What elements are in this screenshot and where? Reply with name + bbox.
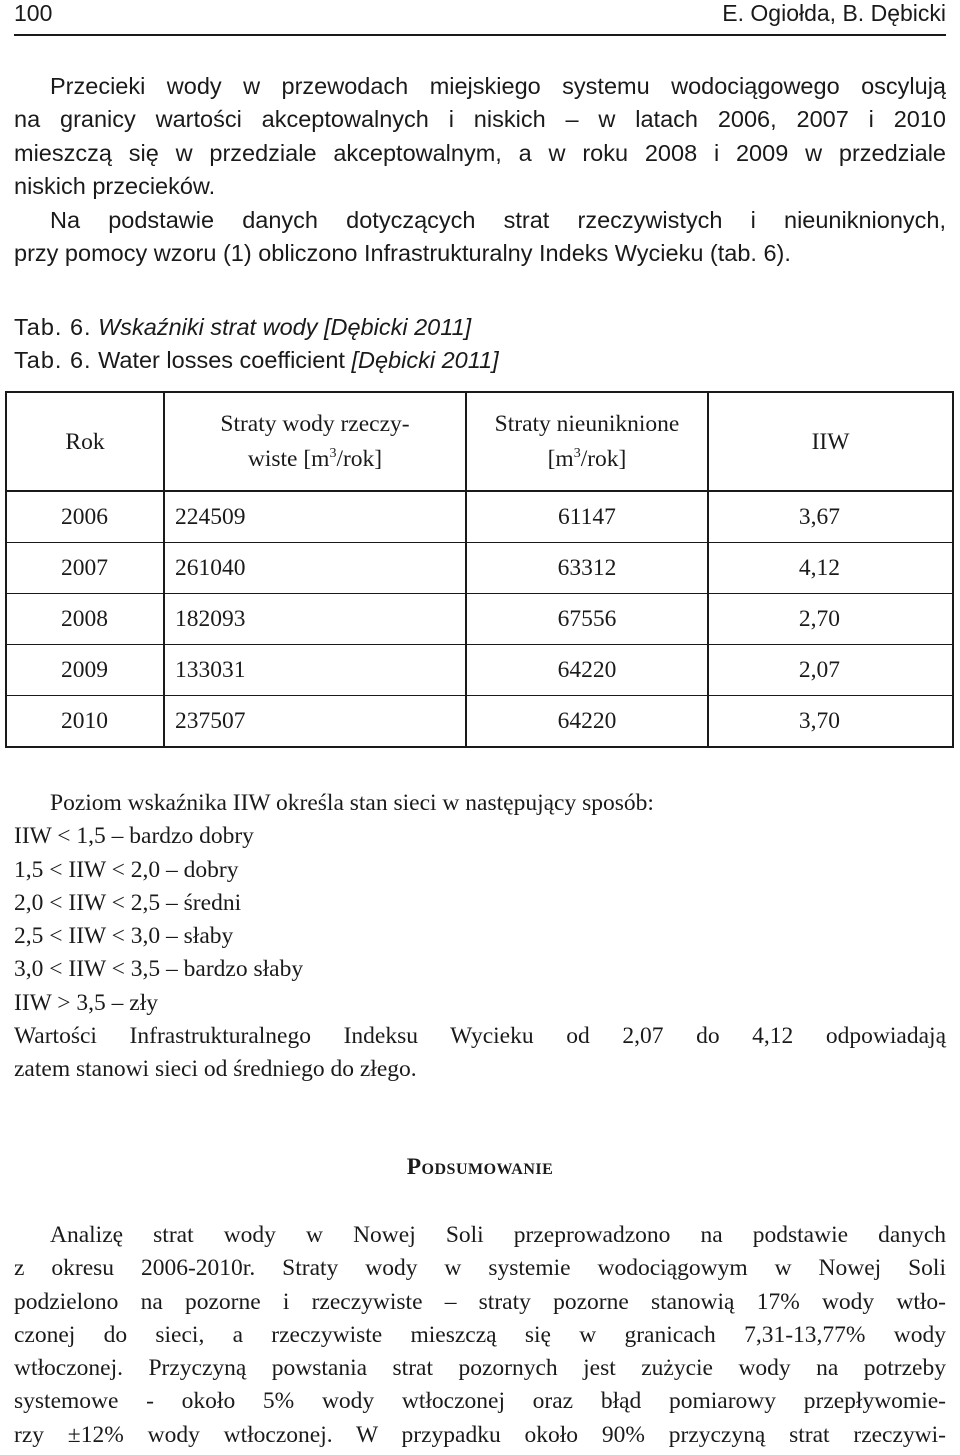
header-line: [m [547, 445, 574, 472]
cell-iiw: 3,67 [708, 491, 953, 543]
intro-paragraph [14, 70, 946, 203]
cell-real-losses: 237507 [164, 696, 466, 748]
table-caption-en [14, 344, 499, 377]
scale-level: 2,0 < IIW < 2,5 – średni [14, 889, 242, 916]
cell-iiw: 2,70 [708, 594, 953, 645]
cell-unavoidable-losses: 67556 [466, 594, 708, 645]
header-unavoidable-losses [466, 392, 708, 491]
summary-paragraph [14, 1219, 946, 1452]
superscript: 3 [329, 446, 337, 462]
cell-unavoidable-losses: 63312 [466, 543, 708, 594]
paragraph-line: systemowe - około 5% wody wtłoczonej oraz błąd pomiarowy przepływomie- [14, 1388, 946, 1415]
header-line: /rok] [336, 445, 383, 472]
paragraph-line: niskich przecieków. [14, 172, 216, 199]
running-header-authors: E. Ogiołda, B. Dębicki [722, 0, 946, 26]
header-line: Straty wody rzeczy- [220, 411, 410, 438]
caption-citation: [Dębicki 2011] [351, 347, 499, 373]
paragraph-line: przy pomocy wzoru (1) obliczono Infrastrukturalny Indeks Wycieku (tab. 6). [14, 240, 791, 267]
header-real-losses [164, 392, 466, 491]
paragraph-line: Na podstawie danych dotyczących strat rzeczywistych i nieuniknionych, [50, 207, 946, 233]
conclusion-line: Wartości Infrastrukturalnego Indeksu Wycieku od 2,07 do 4,12 odpowiadają [14, 1023, 946, 1050]
superscript: 3 [573, 446, 581, 462]
scale-level: IIW < 1,5 – bardzo dobry [14, 823, 254, 850]
scale-intro: Poziom wskaźnika IIW określa stan sieci w następujący sposób: [50, 790, 654, 816]
scale-level: 3,0 < IIW < 3,5 – bardzo słaby [14, 956, 304, 983]
table-row [6, 645, 953, 696]
header-line: Straty nieuniknione [494, 411, 680, 438]
paragraph-line: z okresu 2006-2010r. Straty wody w systemie wodociągowym w Nowej Soli [14, 1255, 946, 1282]
caption-label: Tab. 6. [14, 347, 92, 373]
header-line: wiste [m [247, 445, 330, 472]
cell-unavoidable-losses: 61147 [466, 491, 708, 543]
paragraph-line: wtłoczonej. Przyczyną powstania strat pozornych jest zużycie wody na potrzeby [14, 1355, 946, 1382]
cell-year: 2007 [6, 543, 164, 594]
iiw-scale-section [14, 787, 946, 1087]
cell-real-losses: 182093 [164, 594, 466, 645]
table-header-row [6, 392, 953, 491]
cell-real-losses: 224509 [164, 491, 466, 543]
cell-unavoidable-losses: 64220 [466, 696, 708, 748]
cell-iiw: 4,12 [708, 543, 953, 594]
page-number: 100 [14, 0, 53, 26]
paragraph-line: rzy ±12% wody wtłoczonej. W przypadku około 90% przyczyną strat rzeczywi- [14, 1421, 946, 1448]
caption-title: Water losses coefficient [98, 347, 345, 373]
table-caption-pl [14, 311, 471, 344]
header-line: /rok] [580, 445, 627, 472]
cell-year: 2008 [6, 594, 164, 645]
header-rok: Rok [6, 392, 164, 491]
scale-level: 1,5 < IIW < 2,0 – dobry [14, 856, 239, 883]
method-paragraph [14, 204, 946, 271]
cell-year: 2010 [6, 696, 164, 748]
header-iiw: IIW [708, 392, 953, 491]
caption-title: Wskaźniki strat wody [Dębicki 2011] [98, 314, 472, 340]
paragraph-line: podzielono na pozorne i rzeczywiste – straty pozorne stanowią 17% wody wtło- [14, 1288, 946, 1315]
cell-unavoidable-losses: 64220 [466, 645, 708, 696]
table-row [6, 543, 953, 594]
scale-level: 2,5 < IIW < 3,0 – słaby [14, 923, 234, 950]
paragraph-line: mieszczą się w przedziale akceptowalnym, a w roku 2008 i 2009 w przedziale [14, 139, 946, 166]
cell-real-losses: 133031 [164, 645, 466, 696]
paragraph-line: na granicy wartości akceptowalnych i niskich – w latach 2006, 2007 i 2010 [14, 106, 946, 133]
cell-iiw: 2,07 [708, 645, 953, 696]
paragraph-line: czonej do sieci, a rzeczywiste mieszczą się w granicach 7,31-13,77% wody [14, 1321, 946, 1348]
cell-year: 2006 [6, 491, 164, 543]
water-losses-table [5, 391, 954, 748]
cell-real-losses: 261040 [164, 543, 466, 594]
table-row [6, 696, 953, 748]
page-header [14, 0, 946, 36]
caption-label: Tab. 6. [14, 314, 92, 340]
table-row [6, 594, 953, 645]
conclusion-line: zatem stanowi sieci od średniego do złego. [14, 1056, 417, 1083]
scale-level: IIW > 3,5 – zły [14, 989, 158, 1016]
cell-iiw: 3,70 [708, 696, 953, 748]
table-row [6, 491, 953, 543]
section-heading-summary: Podsumowanie [406, 1154, 554, 1180]
paragraph-line: Analizę strat wody w Nowej Soli przeprowadzono na podstawie danych [50, 1222, 946, 1248]
cell-year: 2009 [6, 645, 164, 696]
paragraph-line: Przecieki wody w przewodach miejskiego systemu wodociągowego oscylują [50, 73, 946, 99]
